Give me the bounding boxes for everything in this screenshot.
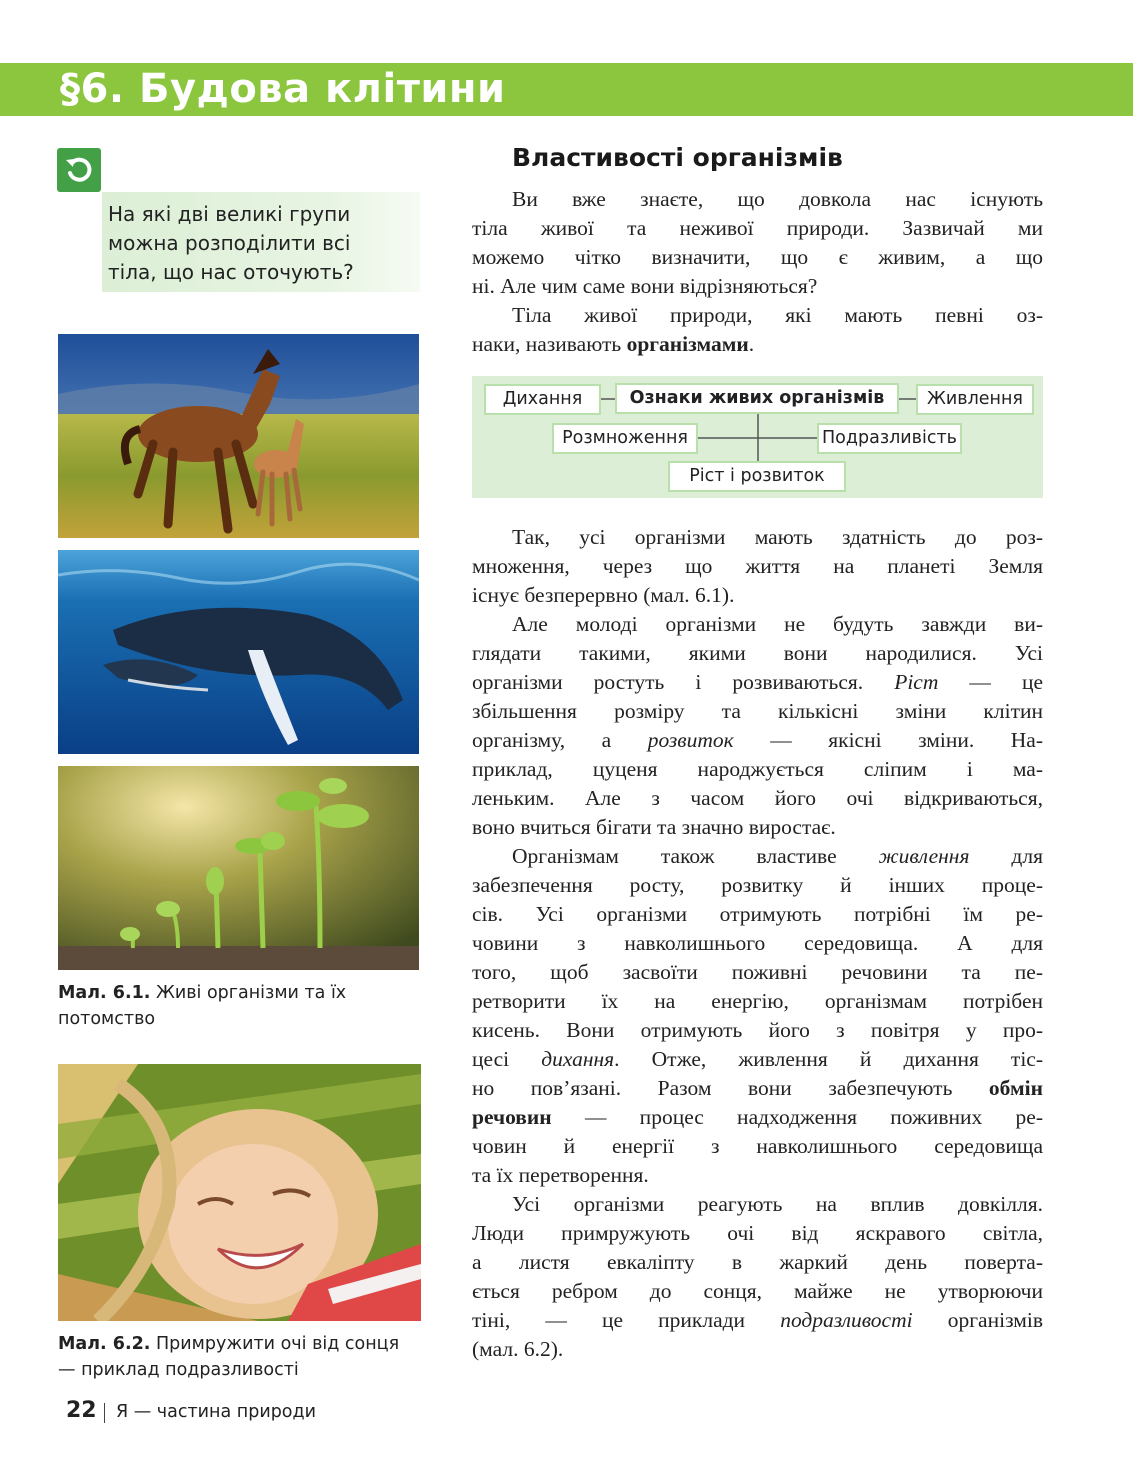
text-line [472, 1045, 1043, 1074]
text-run: . [748, 332, 755, 356]
term-irritability: подразливості [780, 1308, 913, 1332]
chapter-title: §6. Будова клітини [60, 66, 506, 112]
footer-section-title: Я — частина природи [116, 1402, 316, 1422]
photo-whale-with-calf [58, 550, 419, 754]
text-line [472, 726, 1043, 755]
scheme-node-breathing: Дихання [484, 384, 601, 415]
term-organisms: організмами [626, 332, 749, 356]
text-line: та їх перетворення. [472, 1163, 649, 1187]
repeat-arrow-icon [57, 148, 101, 192]
text-line: а листя евкаліпту в жаркий день поверта- [472, 1250, 1043, 1274]
photo-plant-sprouts [58, 766, 419, 970]
text-run: цесі [472, 1047, 542, 1071]
text-line [472, 1103, 1043, 1132]
figure-label-6-1: Мал. 6.1. [58, 983, 151, 1003]
photo-horse-with-foal [58, 334, 419, 538]
recall-question-text: На які дві великі групи можна розподілити всі тіла, що нас оточують? [108, 202, 354, 284]
text-line: ні. Але чим саме вони відрізняються? [472, 274, 818, 298]
text-line: можемо чітко визначити, що є живим, а що [472, 245, 1043, 269]
text-line: леньким. Але з часом його очі відкриваються, [472, 786, 1043, 810]
text-line: збільшення розміру та кількісні зміни клітин [472, 699, 1043, 723]
text-line [472, 330, 1043, 359]
text-line [472, 1306, 1043, 1335]
footer-divider [104, 1403, 105, 1423]
recall-question-box [102, 192, 420, 292]
term-development: розвиток [647, 728, 734, 752]
paragraph-1 [472, 185, 1043, 301]
text-line: Ви вже знаєте, що довкола нас існують [512, 187, 1043, 211]
text-line [472, 1074, 1043, 1103]
text-line: Усі організми реагують на вплив довкілля. [512, 1192, 1043, 1216]
text-run: — процес надходження поживних ре- [551, 1105, 1043, 1129]
chapter-banner [0, 63, 1133, 116]
term-nutrition: живлення [878, 844, 970, 868]
photo-girl-squinting [58, 1064, 421, 1321]
text-line: сів. Усі організми отримують потрібні їм ре- [472, 902, 1043, 926]
text-line: ретворити їх на енергію, організмам потрібен [472, 989, 1043, 1013]
text-line: приклад, цуценя народжується сліпим і ма- [472, 757, 1043, 781]
text-line: глядати такими, якими вони народилися. Усі [472, 641, 1043, 665]
paragraph-6 [472, 1190, 1043, 1364]
paragraph-5 [472, 842, 1043, 1190]
figure-text-6-2: Примружити очі від сонця — приклад подразливості [58, 1334, 400, 1380]
figure-label-6-2: Мал. 6.2. [58, 1334, 151, 1354]
text-run: організмів [912, 1308, 1043, 1332]
features-scheme [472, 376, 1043, 498]
text-line: (мал. 6.2). [472, 1337, 564, 1361]
text-line: Так, усі організми мають здатність до роз- [512, 525, 1043, 549]
text-run: тіні, — це приклади [472, 1308, 781, 1332]
text-line: Тіла живої природи, які мають певні оз- [512, 303, 1043, 327]
figure-text-6-1: Живі організми та їх потомство [58, 983, 347, 1029]
text-line: того, щоб засвоїти поживні речовини та пе- [472, 960, 1043, 984]
text-line: тіла живої та неживої природи. Зазвичай ми [472, 216, 1043, 240]
paragraph-4 [472, 610, 1043, 842]
page-number: 22 [66, 1398, 97, 1423]
paragraph-2 [472, 301, 1043, 359]
text-run: наки, називають [472, 332, 627, 356]
figure-caption-6-1 [58, 980, 418, 1032]
text-run: — якісні зміни. На- [733, 728, 1043, 752]
text-line [472, 668, 1043, 697]
text-run: Організмам також властиве [512, 844, 879, 868]
term-breathing: дихання [541, 1047, 615, 1071]
text-run: — це [938, 670, 1043, 694]
scheme-node-nutrition: Живлення [916, 384, 1034, 415]
text-run: організму, а [472, 728, 648, 752]
text-run: но пов’язані. Разом вони забезпечують [472, 1076, 989, 1100]
text-line: забезпечення росту, розвитку й інших проце- [472, 873, 1043, 897]
text-line: човини з навколишнього середовища. А для [472, 931, 1043, 955]
section-heading: Властивості організмів [512, 143, 843, 172]
figure-caption-6-2 [58, 1331, 418, 1383]
paragraph-3 [472, 523, 1043, 610]
scheme-node-growth: Ріст і розвиток [668, 461, 846, 492]
scheme-node-center: Ознаки живих організмів [615, 383, 899, 414]
scheme-node-reproduction: Розмноження [552, 423, 698, 454]
text-line: множення, через що життя на планеті Земля [472, 554, 1043, 578]
term-metabolism-2: речовин [472, 1105, 552, 1129]
term-metabolism-1: обмін [988, 1076, 1043, 1100]
text-line [472, 842, 1043, 871]
text-run: . Отже, живлення й дихання тіс- [614, 1047, 1043, 1071]
text-line: існує безперервно (мал. 6.1). [472, 583, 735, 607]
term-growth: Ріст [894, 670, 939, 694]
scheme-node-irritability: Подразливість [817, 423, 962, 454]
text-line: кисень. Вони отримують його з повітря у про- [472, 1018, 1043, 1042]
text-line: Люди примружують очі від яскравого світла, [472, 1221, 1043, 1245]
text-line: Але молоді організми не будуть завжди ви- [512, 612, 1043, 636]
text-run: для [969, 844, 1043, 868]
text-line: воно вчиться бігати та значно виростає. [472, 815, 836, 839]
text-run: організми ростуть і розвиваються. [472, 670, 895, 694]
text-line: ється ребром до сонця, майже не утворюючи [472, 1279, 1043, 1303]
text-line: човин й енергії з навколишнього середовища [472, 1134, 1043, 1158]
